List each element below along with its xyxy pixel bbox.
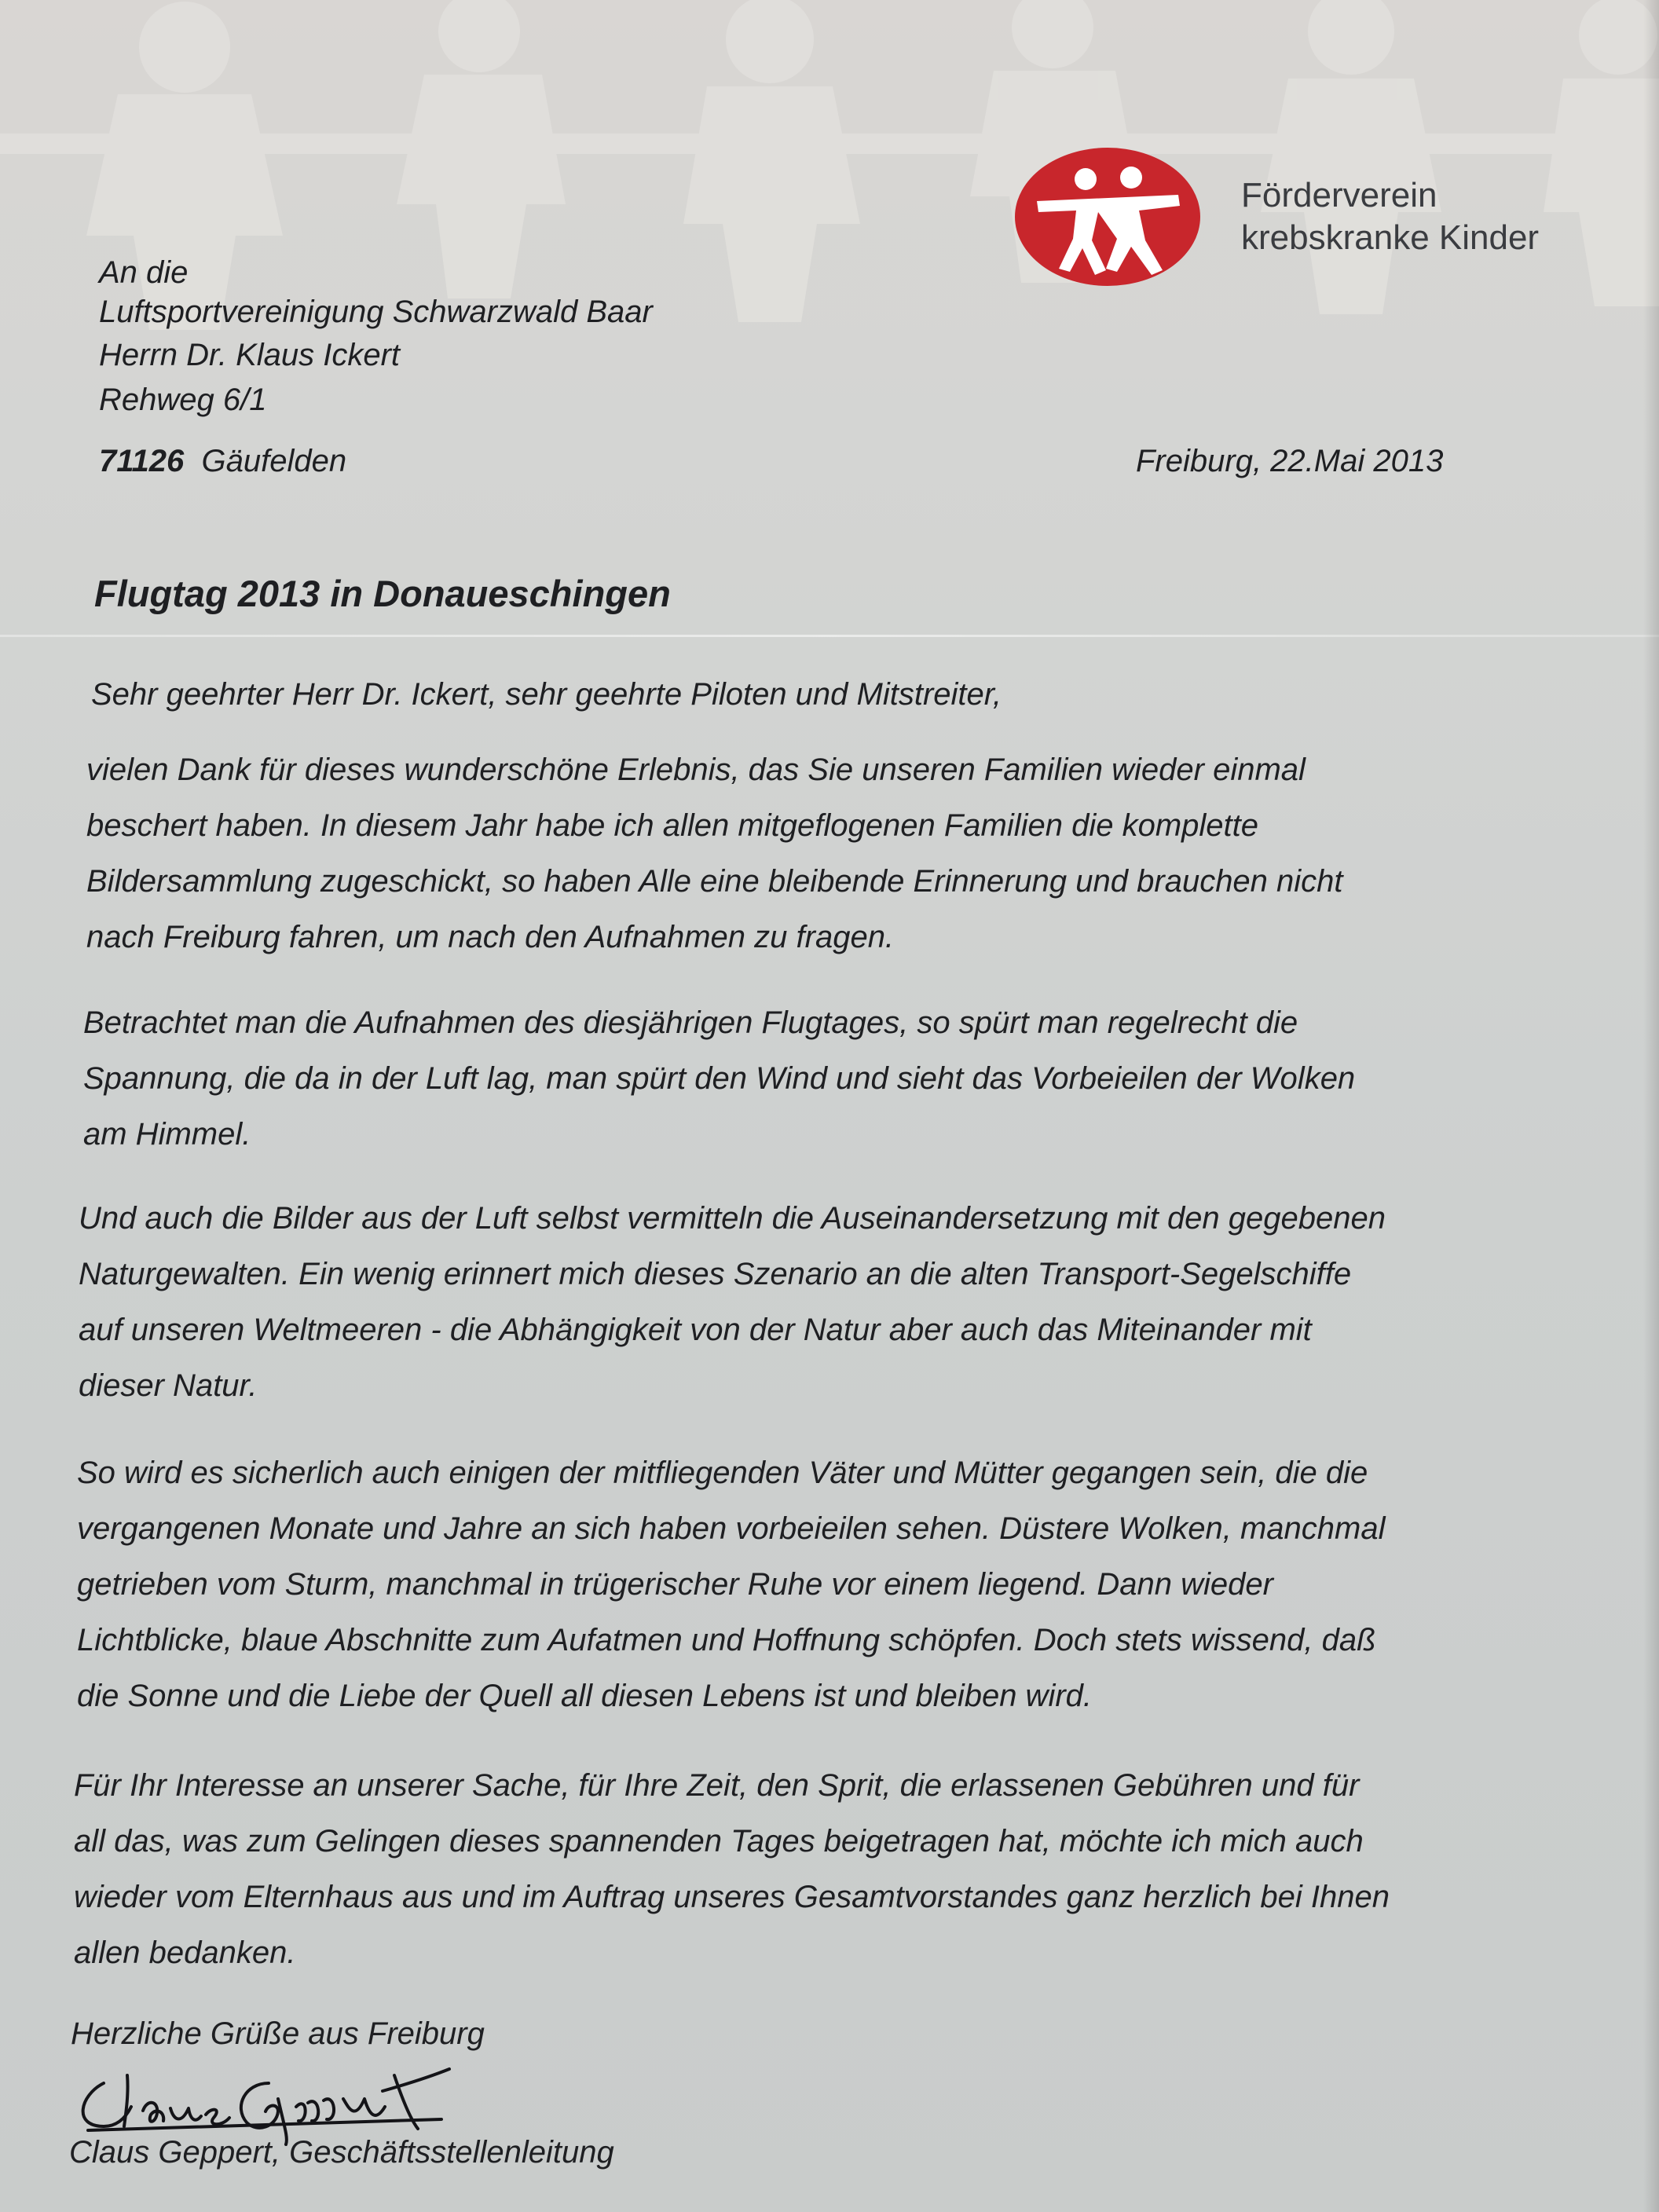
paragraph-line: Betrachtet man die Aufnahmen des diesjährigen Flugtages, so spürt man regelrecht die — [83, 1005, 1298, 1040]
organization-logo — [1013, 146, 1202, 287]
paragraph-line: am Himmel. — [83, 1117, 251, 1152]
paragraph-line: vielen Dank für dieses wunderschöne Erlebnis, das Sie unseren Familien wieder einmal — [86, 753, 1306, 787]
organization-name-line2: krebskranke Kinder — [1241, 218, 1540, 257]
recipient-line-2: Luftsportvereinigung Schwarzwald Baar — [99, 295, 653, 329]
paragraph-line: So wird es sicherlich auch einigen der mitfliegenden Väter und Mütter gegangen sein, die die — [77, 1456, 1368, 1490]
handwritten-signature — [72, 2052, 481, 2146]
organization-name-line1: Förderverein — [1241, 176, 1437, 214]
paragraph-5 — [74, 1758, 1390, 1981]
paragraph-line: Für Ihr Interesse an unserer Sache, für Ihre Zeit, den Sprit, die erlassenen Gebühren und für — [74, 1768, 1360, 1803]
salutation: Sehr geehrter Herr Dr. Ickert, sehr geehrte Piloten und Mitstreiter, — [91, 677, 1002, 712]
paragraph-line: all das, was zum Gelingen dieses spannenden Tages beigetragen hat, möchte ich mich auch — [74, 1824, 1364, 1859]
paragraph-4 — [77, 1445, 1385, 1724]
paper-fold — [0, 635, 1659, 637]
paragraph-line: Naturgewalten. Ein wenig erinnert mich dieses Szenario an die alten Transport-Segelschiffe — [79, 1257, 1352, 1291]
subject-heading: Flugtag 2013 in Donaueschingen — [94, 573, 671, 614]
city: Gäufelden — [201, 444, 347, 478]
paragraph-3 — [79, 1191, 1386, 1414]
postal-code: 71126 — [99, 444, 185, 478]
recipient-line-4: Rehweg 6/1 — [99, 383, 267, 417]
recipient-postal-line — [99, 442, 346, 480]
paragraph-line: allen bedanken. — [74, 1936, 296, 1970]
paragraph-line: vergangenen Monate und Jahre an sich haben vorbeieilen sehen. Düstere Wolken, manchmal — [77, 1511, 1386, 1546]
paragraph-line: die Sonne und die Liebe der Quell all diesen Lebens ist und bleiben wird. — [77, 1679, 1093, 1713]
paragraph-line: beschert haben. In diesem Jahr habe ich allen mitgeflogenen Familien die komplette — [86, 808, 1258, 843]
paragraph-line: Bildersammlung zugeschickt, so haben Alle eine bleibende Erinnerung und brauchen nicht — [86, 864, 1343, 899]
recipient-line-1: An die — [99, 255, 189, 290]
closing-line: Herzliche Grüße aus Freiburg — [71, 2016, 485, 2051]
paragraph-line: dieser Natur. — [79, 1368, 258, 1403]
paragraph-1 — [86, 742, 1343, 965]
paragraph-line: getrieben vom Sturm, manchmal in trügerischer Ruhe vor einem liegend. Dann wieder — [77, 1567, 1273, 1602]
paragraph-line: Spannung, die da in der Luft lag, man spürt den Wind und sieht das Vorbeieilen der Wolken — [83, 1061, 1356, 1096]
paragraph-line: auf unseren Weltmeeren - die Abhängigkeit von der Natur aber auch das Miteinander mit — [79, 1313, 1312, 1347]
paragraph-2 — [83, 995, 1355, 1163]
paragraph-line: Lichtblicke, blaue Abschnitte zum Aufatmen und Hoffnung schöpfen. Doch stets wissend, daß — [77, 1623, 1376, 1657]
paper-edge-shadow — [1643, 0, 1659, 2212]
recipient-line-3: Herrn Dr. Klaus Ickert — [99, 338, 401, 372]
paragraph-line: Und auch die Bilder aus der Luft selbst vermitteln die Auseinandersetzung mit den gegebenen — [79, 1201, 1386, 1236]
paragraph-line: nach Freiburg fahren, um nach den Aufnahmen zu fragen. — [86, 920, 895, 954]
signer-line: Claus Geppert, Geschäftsstellenleitung — [69, 2135, 614, 2170]
organization-name — [1241, 174, 1539, 259]
date-line: Freiburg, 22.Mai 2013 — [1136, 444, 1444, 478]
paragraph-line: wieder vom Elternhaus aus und im Auftrag unseres Gesamtvorstandes ganz herzlich bei Ihnen — [74, 1880, 1390, 1914]
